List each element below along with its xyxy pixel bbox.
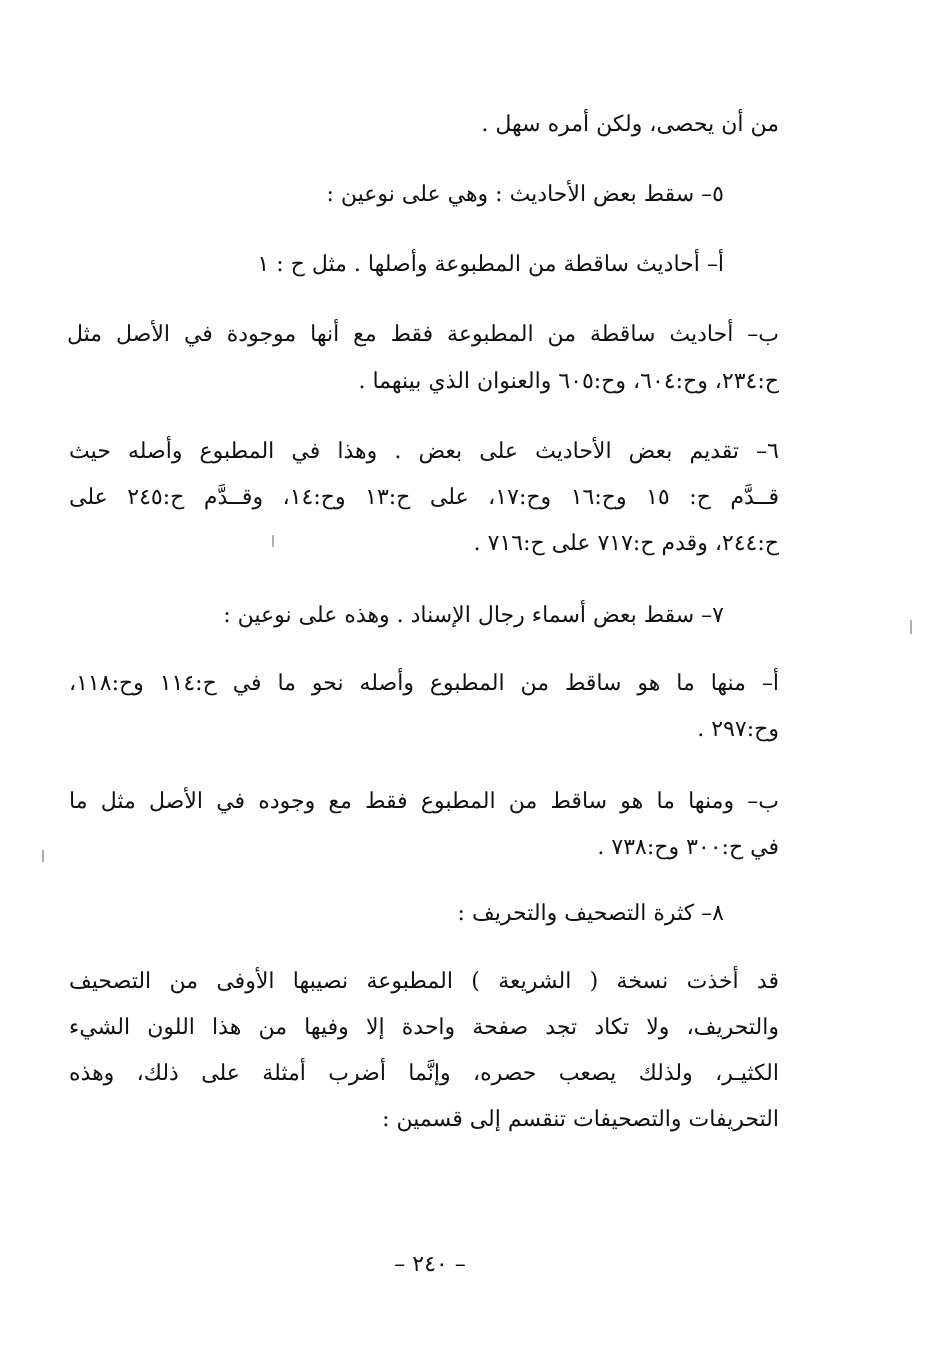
heading-item-5: ٥– سقط بعض الأحاديث : وهي على نوعين :	[326, 182, 724, 207]
item-6-line-1: ٦– تقديم بعض الأحاديث على بعض . وهذا في المطبوع وأصله حيث	[69, 439, 779, 464]
item-5b-line-1: ب– أحاديث ساقطة من المطبوعة فقط مع أنها موجودة في الأصل مثل	[67, 322, 779, 347]
item-7b-line-2: في ح:٣٠٠ وح:٧٣٨ .	[597, 835, 779, 860]
page-number: – ٢٤٠ –	[394, 1252, 466, 1277]
item-5b-line-2: ح:٢٣٤، وح:٦٠٤، وح:٦٠٥ والعنوان الذي بينهما .	[358, 369, 779, 394]
heading-item-7: ٧– سقط بعض أسماء رجال الإسناد . وهذه على نوعين :	[223, 603, 724, 628]
item-8-line-1: قد أخذت نسخة ( الشريعة ) المطبوعة نصيبها الأوفى من التصحيف	[69, 969, 779, 994]
item-7a-line-1: أ– منها ما هو ساقط من المطبوع وأصله نحو ما في ح:١١٤ وح:١١٨،	[69, 671, 779, 696]
item-5a-line: أ– أحاديث ساقطة من المطبوعة وأصلها . مثل ح : ١	[257, 252, 724, 277]
item-8-line-3: الكثيـر، ولذلك يصعب حصره، وإنَّما أضرب أمثلة على ذلك، وهذه	[69, 1061, 779, 1086]
heading-item-8: ٨– كثرة التصحيف والتحريف :	[457, 901, 724, 926]
scan-margin-mark	[42, 850, 44, 862]
item-7b-line-1: ب– ومنها ما هو ساقط من المطبوع فقط مع وجوده في الأصل مثل ما	[69, 789, 779, 814]
item-7a-line-2: وح:٢٩٧ .	[697, 717, 779, 742]
scan-margin-mark	[910, 620, 912, 634]
item-8-line-4: التحريفات والتصحيفات تنقسم إلى قسمين :	[382, 1107, 779, 1132]
paragraph-line-1: من أن يحصى، ولكن أمره سهل .	[481, 112, 779, 137]
item-6-line-2: قــدَّم ح: ١٥ وح:١٦ وح:١٧، على ح:١٣ وح:١٤، وقــدَّم ح:٢٤٥ على	[69, 485, 779, 510]
item-6-line-3: ح:٢٤٤، وقدم ح:٧١٧ على ح:٧١٦ .	[473, 531, 779, 556]
scan-margin-mark	[272, 535, 274, 547]
item-8-line-2: والتحريف، ولا تكاد تجد صفحة واحدة إلا وفيها من هذا اللون الشيء	[69, 1015, 779, 1040]
